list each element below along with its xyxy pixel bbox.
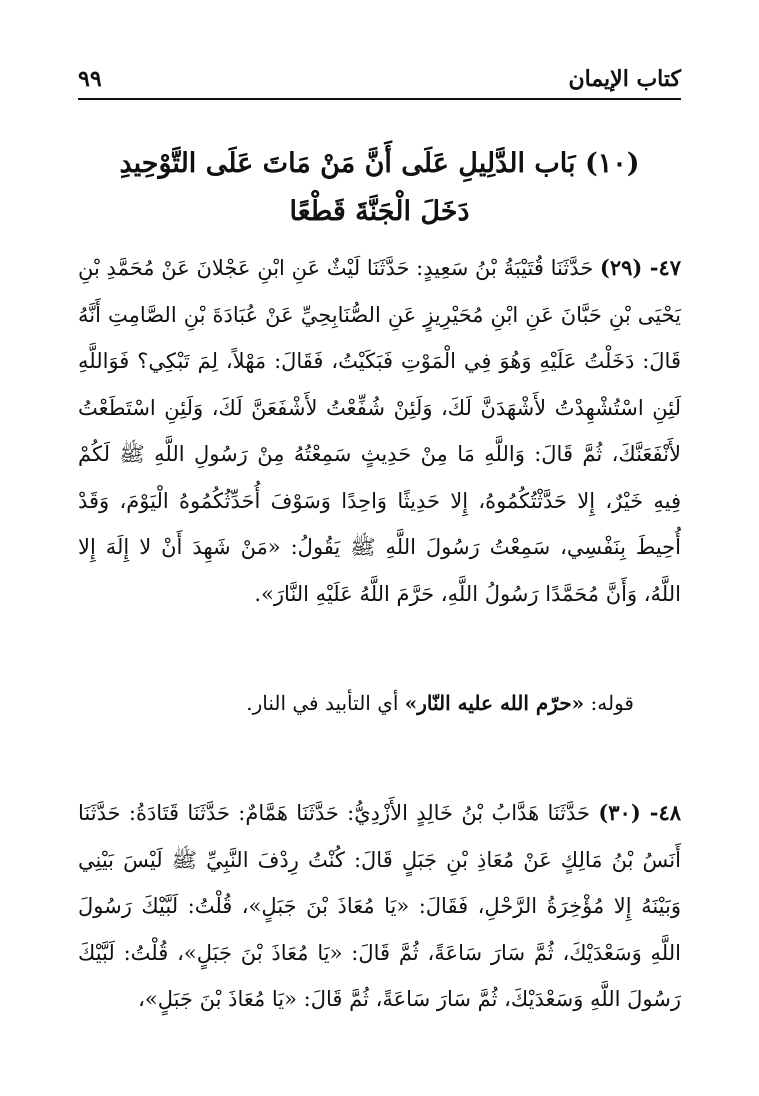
chapter-title-line-1: (١٠) بَاب الدَّلِيلِ عَلَى أَنَّ مَنْ مَاتَ عَلَى التَّوْحِيدِ: [119, 148, 640, 179]
hadith-47-paragraph: [78, 245, 681, 617]
commentary-paragraph: [78, 685, 634, 721]
hadith-48-text: حَدَّثَنَا هَدَّابُ بْنُ خَالِدٍ الأَزْدِيُّ: حَدَّثَنَا هَمَّامٌ: حَدَّثَنَا قَتَادَةُ: حَدَّثَنَا أَنَسُ بْنُ مَالِكٍ عَنْ مُعَاذِ بْنِ جَبَلٍ قَالَ: كُنْتُ رِدْفَ النَّبِيِّ ﷺ لَيْسَ بَيْنِي وَبَيْنَهُ إِلا مُؤْخِرَةُ الرَّحْلِ، فَقَالَ: «يَا مُعَاذَ بْنَ جَبَلٍ»، قُلْتُ: لَبَّيْكَ رَسُولَ اللَّهِ وَسَعْدَيْكَ، ثُمَّ سَارَ سَاعَةً، ثُمَّ قَالَ: «يَا مُعَاذَ بْنَ جَبَلٍ»، قُلْتُ: لَبَّيْكَ رَسُولَ اللَّهِ وَسَعْدَيْكَ، ثُمَّ سَارَ سَاعَةً، ثُمَّ قَالَ: «يَا مُعَاذَ بْنَ جَبَلٍ»،: [78, 801, 681, 1011]
header-rule: [78, 98, 681, 100]
hadith-48-number: ٤٨- (٣٠): [598, 800, 681, 825]
hadith-48-paragraph: [78, 790, 681, 1023]
commentary-lead: قوله:: [590, 691, 634, 715]
book-title: كتاب الإيمان: [568, 66, 681, 92]
chapter-title: [90, 140, 669, 236]
hadith-47-text: حَدَّثَنَا قُتَيْبَةُ بْنُ سَعِيدٍ: حَدَّثَنَا لَيْثٌ عَنِ ابْنِ عَجْلانَ عَنْ مُحَمَّدِ بْنِ يَحْيَى بْنِ حَبَّانَ عَنِ ابْنِ مُحَيْرِيزٍ عَنِ الصُّنَابِحِيِّ عَنْ عُبَادَةَ بْنِ الصَّامِتِ أَنَّهُ قَالَ: دَخَلْتُ عَلَيْهِ وَهُوَ فِي الْمَوْتِ فَبَكَيْتُ، فَقَالَ: مَهْلاً، لِمَ تَبْكِي؟ فَوَاللَّهِ لَئِنِ اسْتُشْهِدْتُ لأَشْهَدَنَّ لَكَ، وَلَئِنْ شُفِّعْتُ لأَشْفَعَنَّ لَكَ، وَلَئِنِ اسْتَطَعْتُ لأَنْفَعَنَّكَ، ثُمَّ قَالَ: وَاللَّهِ مَا مِنْ حَدِيثٍ سَمِعْتُهُ مِنْ رَسُولِ اللَّهِ ﷺ لَكُمْ فِيهِ خَيْرٌ، إِلا حَدَّثْتُكُمُوهُ، إِلا حَدِيثًا وَاحِدًا وَسَوْفَ أُحَدِّثُكُمُوهُ الْيَوْمَ، وَقَدْ أُحِيطَ بِنَفْسِي، سَمِعْتُ رَسُولَ اللَّهِ ﷺ يَقُولُ: «مَنْ شَهِدَ أَنْ لا إِلَهَ إِلا اللَّهُ، وَأَنَّ مُحَمَّدًا رَسُولُ اللَّهِ، حَرَّمَ اللَّهُ عَلَيْهِ النَّارَ».: [78, 256, 681, 606]
commentary-quoted-phrase: «حرّم الله عليه النّار»: [404, 691, 585, 715]
running-head: [78, 62, 681, 92]
commentary-rest: أي التأبيد في النار.: [246, 691, 399, 715]
page-number: ٩٩: [78, 66, 102, 92]
chapter-title-line-2: دَخَلَ الْجَنَّةَ قَطْعًا: [289, 196, 470, 227]
hadith-47-number: ٤٧- (٢٩): [599, 255, 681, 280]
